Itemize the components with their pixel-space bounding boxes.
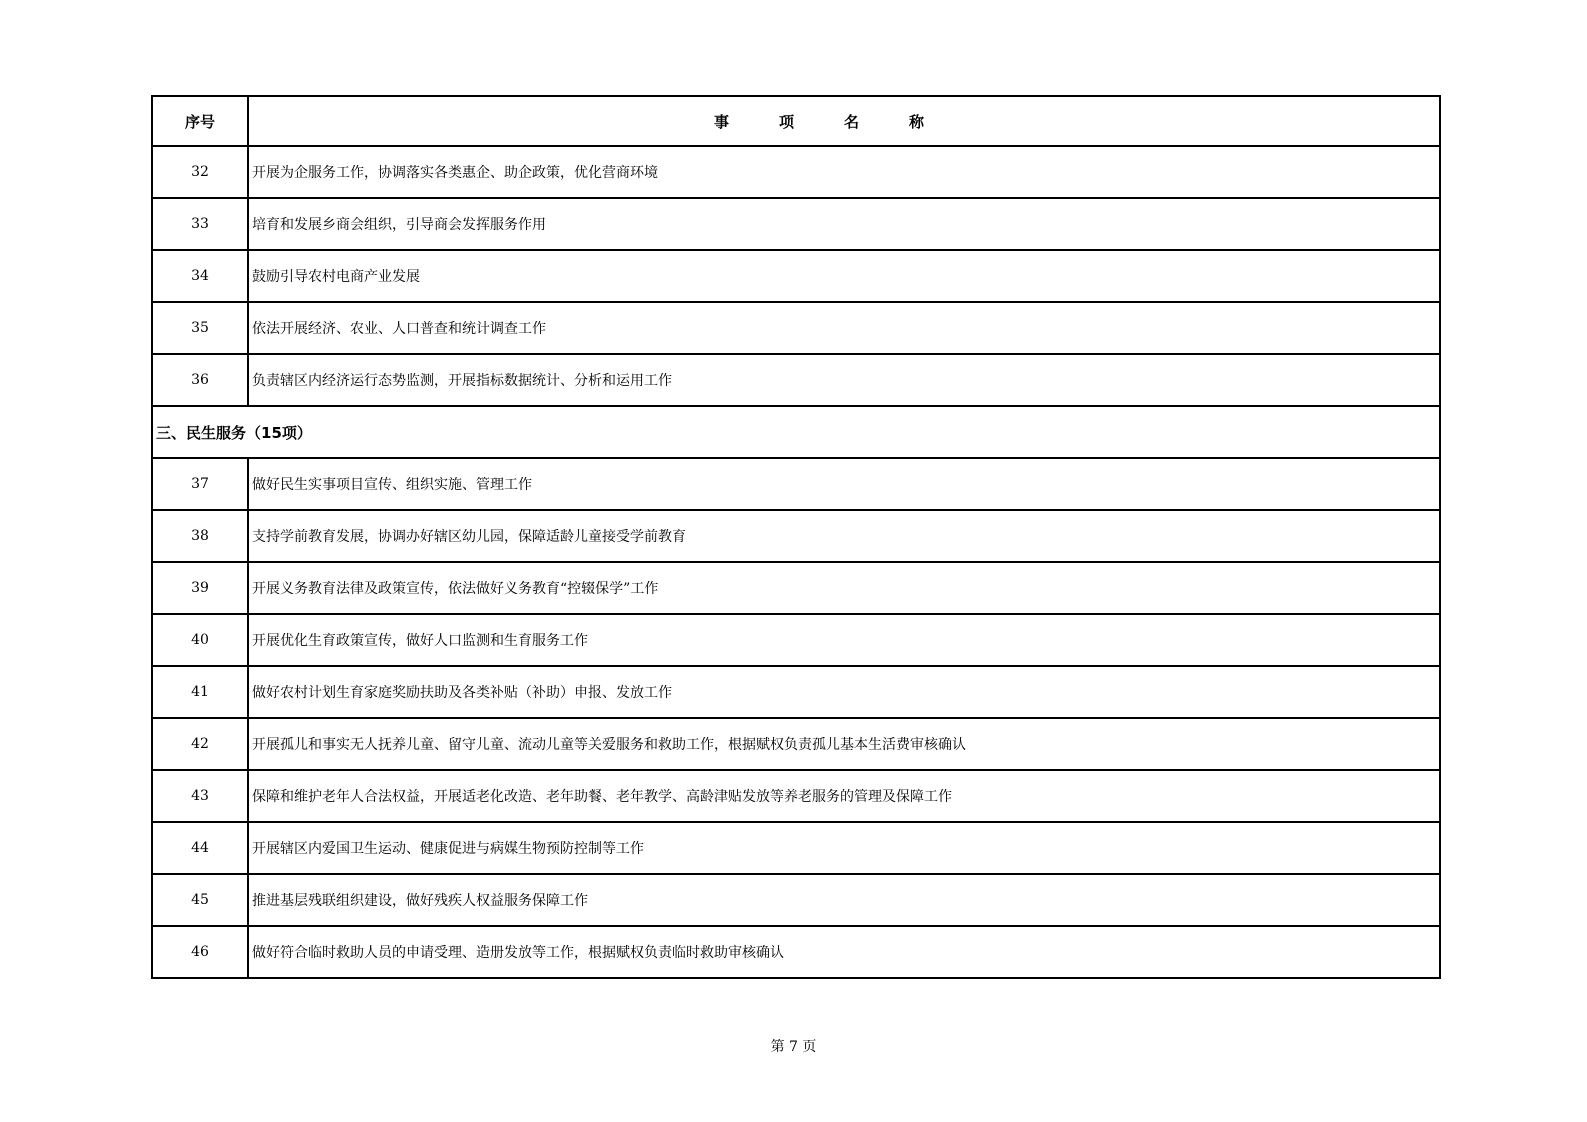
row-number: 34 (152, 250, 248, 302)
header-matter-name: 事项名称 (248, 96, 1440, 146)
table-header-row (152, 96, 1440, 146)
row-number: 38 (152, 510, 248, 562)
table-row (152, 718, 1440, 770)
row-matter: 做好民生实事项目宣传、组织实施、管理工作 (248, 458, 1440, 510)
row-number: 43 (152, 770, 248, 822)
row-matter: 负责辖区内经济运行态势监测，开展指标数据统计、分析和运用工作 (248, 354, 1440, 406)
row-number: 41 (152, 666, 248, 718)
table-row (152, 458, 1440, 510)
row-matter: 开展为企服务工作，协调落实各类惠企、助企政策，优化营商环境 (248, 146, 1440, 198)
table-row (152, 354, 1440, 406)
row-matter: 培育和发展乡商会组织，引导商会发挥服务作用 (248, 198, 1440, 250)
table-row (152, 822, 1440, 874)
row-matter: 鼓励引导农村电商产业发展 (248, 250, 1440, 302)
table-row (152, 562, 1440, 614)
row-number: 40 (152, 614, 248, 666)
row-matter: 开展辖区内爱国卫生运动、健康促进与病媒生物预防控制等工作 (248, 822, 1440, 874)
page-number: 第 7 页 (770, 1039, 817, 1055)
row-number: 46 (152, 926, 248, 978)
row-matter: 支持学前教育发展，协调办好辖区幼儿园，保障适龄儿童接受学前教育 (248, 510, 1440, 562)
table-row (152, 614, 1440, 666)
row-number: 35 (152, 302, 248, 354)
row-matter: 开展孤儿和事实无人抚养儿童、留守儿童、流动儿童等关爱服务和救助工作，根据赋权负责孤儿基本生活费审核确认 (248, 718, 1440, 770)
row-number: 39 (152, 562, 248, 614)
table-row (152, 250, 1440, 302)
row-matter: 做好符合临时救助人员的申请受理、造册发放等工作，根据赋权负责临时救助审核确认 (248, 926, 1440, 978)
table-row (152, 874, 1440, 926)
row-matter: 做好农村计划生育家庭奖励扶助及各类补贴（补助）申报、发放工作 (248, 666, 1440, 718)
row-number: 32 (152, 146, 248, 198)
row-number: 37 (152, 458, 248, 510)
section-title: 三、民生服务（15项） (152, 406, 1440, 458)
table-row (152, 510, 1440, 562)
row-number: 44 (152, 822, 248, 874)
row-matter: 保障和维护老年人合法权益，开展适老化改造、老年助餐、老年教学、高龄津贴发放等养老服务的管理及保障工作 (248, 770, 1440, 822)
matters-table (151, 95, 1441, 979)
table-row (152, 926, 1440, 978)
section-row (152, 406, 1440, 458)
row-matter: 开展义务教育法律及政策宣传，依法做好义务教育“控辍保学”工作 (248, 562, 1440, 614)
row-number: 36 (152, 354, 248, 406)
row-number: 45 (152, 874, 248, 926)
table-row (152, 302, 1440, 354)
row-matter: 推进基层残联组织建设，做好残疾人权益服务保障工作 (248, 874, 1440, 926)
table-row (152, 146, 1440, 198)
header-serial-number: 序号 (152, 96, 248, 146)
row-number: 42 (152, 718, 248, 770)
row-matter: 开展优化生育政策宣传，做好人口监测和生育服务工作 (248, 614, 1440, 666)
row-matter: 依法开展经济、农业、人口普查和统计调查工作 (248, 302, 1440, 354)
table-row (152, 666, 1440, 718)
table-row (152, 198, 1440, 250)
row-number: 33 (152, 198, 248, 250)
table-row (152, 770, 1440, 822)
